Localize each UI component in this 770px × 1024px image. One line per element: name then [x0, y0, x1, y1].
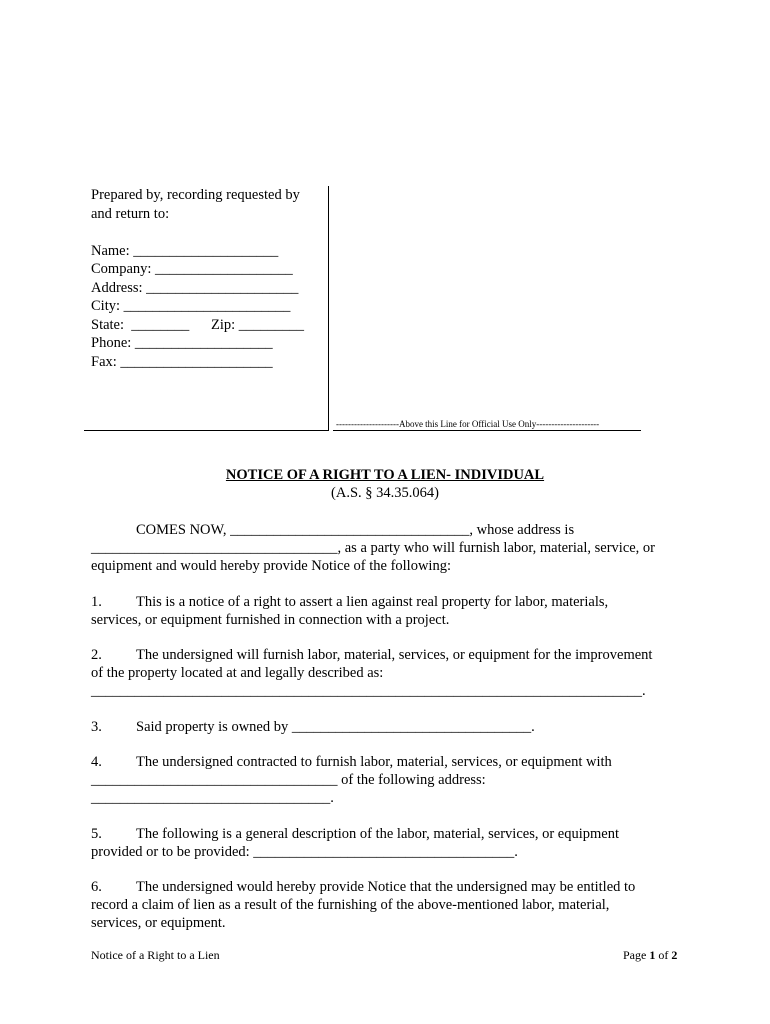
item-text: The undersigned will furnish labor, material, services, or equipment for the improvement: [136, 647, 653, 663]
footer-page-number: [623, 948, 677, 963]
company-field: Company: ___________________: [91, 261, 293, 277]
address-field: Address: _____________________: [91, 279, 299, 296]
item-3: [91, 718, 691, 736]
name-field: Name: ____________________: [91, 242, 279, 259]
intro-line-1: COMES NOW, _________________________________, whose address is: [136, 522, 575, 538]
item-text: The following is a general description of the labor, material, services, or equipment: [136, 826, 619, 842]
footer-document-name: Notice of a Right to a Lien: [91, 948, 220, 962]
item-text: The undersigned contracted to furnish labor, material, services, or equipment with: [136, 754, 612, 770]
intro-paragraph: [91, 521, 691, 576]
page-of: of: [655, 948, 672, 962]
item-number: 6.: [91, 879, 102, 895]
city-field: City: _______________________: [91, 298, 291, 314]
state-zip-field: State: ________ Zip: _________: [91, 316, 305, 333]
item-number: 1.: [91, 594, 102, 610]
intro-line-2: __________________________________, as a party who will furnish labor, material, service, or: [91, 540, 656, 557]
item-text: Said property is owned by _________________________________.: [136, 719, 535, 735]
item-blank-line: ____________________________________________________________________________.: [91, 683, 646, 700]
item-text: __________________________________ of the following address:: [91, 772, 486, 789]
return-to-label: and return to:: [91, 205, 170, 222]
phone-field: Phone: ___________________: [91, 335, 273, 351]
official-use-label: ---------------------Above this Line for Official Use Only---------------------: [336, 419, 600, 429]
item-text: This is a notice of a right to assert a lien against real property for labor, materials,: [136, 594, 609, 610]
item-6: [91, 878, 691, 933]
item-1: [91, 593, 691, 629]
intro-line-3: equipment and would hereby provide Notice of the following:: [91, 558, 451, 575]
item-2: [91, 646, 691, 701]
horizontal-divider-right: [333, 430, 641, 431]
item-number: 5.: [91, 826, 102, 842]
item-5: [91, 825, 691, 861]
document-title: NOTICE OF A RIGHT TO A LIEN- INDIVIDUAL: [225, 467, 545, 483]
total-pages: 2: [671, 948, 678, 962]
recording-info-block: [91, 186, 323, 371]
item-4: [91, 753, 691, 808]
page-prefix: Page: [623, 948, 650, 962]
current-page: 1: [649, 948, 656, 962]
item-text: provided or to be provided: ____________________________________.: [91, 844, 518, 861]
item-number: 4.: [91, 754, 102, 770]
item-number: 2.: [91, 647, 102, 663]
vertical-divider: [328, 186, 329, 431]
item-text: The undersigned would hereby provide Notice that the undersigned may be entitled to: [136, 879, 636, 895]
statute-reference: (A.S. § 34.35.064): [331, 485, 439, 501]
item-text: services, or equipment.: [91, 915, 226, 932]
item-text: services, or equipment furnished in connection with a project.: [91, 612, 450, 629]
item-text: record a claim of lien as a result of the furnishing of the above-mentioned labor, material,: [91, 897, 610, 914]
item-number: 3.: [91, 719, 102, 735]
horizontal-divider-left: [84, 430, 328, 431]
item-text: of the property located at and legally described as:: [91, 665, 384, 682]
prepared-by-label: Prepared by, recording requested by: [91, 187, 300, 203]
item-blank-line: _________________________________.: [91, 790, 334, 807]
fax-field: Fax: _____________________: [91, 353, 273, 370]
